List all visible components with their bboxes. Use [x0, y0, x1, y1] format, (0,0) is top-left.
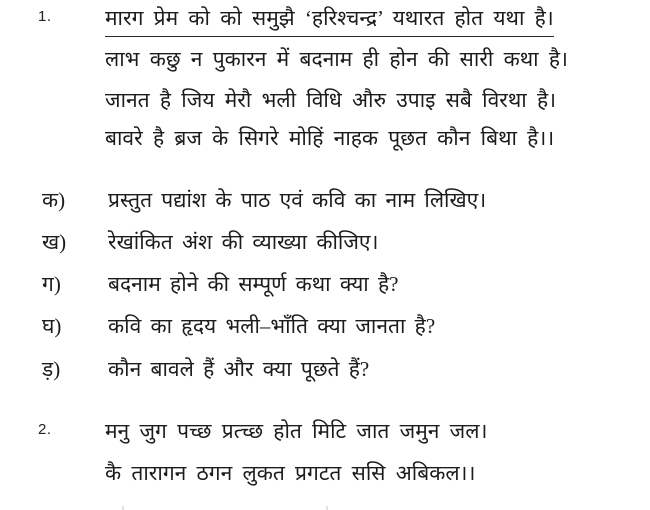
- cutoff-line-mark: [122, 506, 124, 510]
- question-1-verse-row-1: [0, 4, 650, 36]
- verse-line: बावरे है ब्रज के सिगरे मोहिं नाहक पूछत कौन बिथा है।।: [105, 126, 555, 150]
- verse-line: मनु जुग पच्छ प्रत्च्छ होत मिटि जात जमुन जल।: [105, 419, 488, 443]
- sub-question-text: कौन बावले हैं और क्या पूछते हैं?: [108, 357, 370, 381]
- verse-line: लाभ कछु न पुकारन में बदनाम ही होन की सारी कथा है।: [105, 47, 568, 71]
- question-2-verse-row-2: [0, 459, 650, 491]
- verse-line: जानत है जिय मेरौ भली विधि औरु उपाइ सबै विरथा है।: [105, 88, 557, 112]
- sub-question-label: घ): [42, 314, 62, 338]
- sub-question-text: कवि का हृदय भली–भाँति क्या जानता है?: [108, 314, 436, 338]
- sub-question-text: बदनाम होने की सम्पूर्ण कथा क्या है?: [108, 272, 399, 296]
- question-number: 1.: [38, 8, 52, 25]
- sub-question-ka: [0, 186, 650, 218]
- sub-question-kha: [0, 228, 650, 260]
- sub-question-label: ग): [42, 272, 61, 296]
- verse-line: मारग प्रेम को को समुझै ‘हरिश्चन्द्र’ यथारत होत यथा है।: [105, 4, 554, 37]
- question-2-verse-row-1: [0, 417, 650, 449]
- sub-question-nga: [0, 355, 650, 387]
- cutoff-line-mark: [326, 506, 328, 510]
- sub-question-label: ख): [42, 230, 67, 254]
- sub-question-label: ड़): [42, 357, 61, 381]
- sub-question-label: क): [42, 188, 66, 212]
- sub-question-gha: [0, 312, 650, 344]
- question-1-verse-row-2: [0, 45, 650, 77]
- sub-question-text: प्रस्तुत पद्यांश के पाठ एवं कवि का नाम लिखिए।: [108, 188, 487, 212]
- verse-line: कै तारागन ठगन लुकत प्रगटत ससि अबिकल।।: [105, 461, 476, 485]
- question-1-verse-row-4: [0, 124, 650, 156]
- question-1-verse-row-3: [0, 86, 650, 118]
- sub-question-text: रेखांकित अंश की व्याख्या कीजिए।: [108, 230, 379, 254]
- question-number: 2.: [38, 421, 52, 438]
- sub-question-ga: [0, 270, 650, 302]
